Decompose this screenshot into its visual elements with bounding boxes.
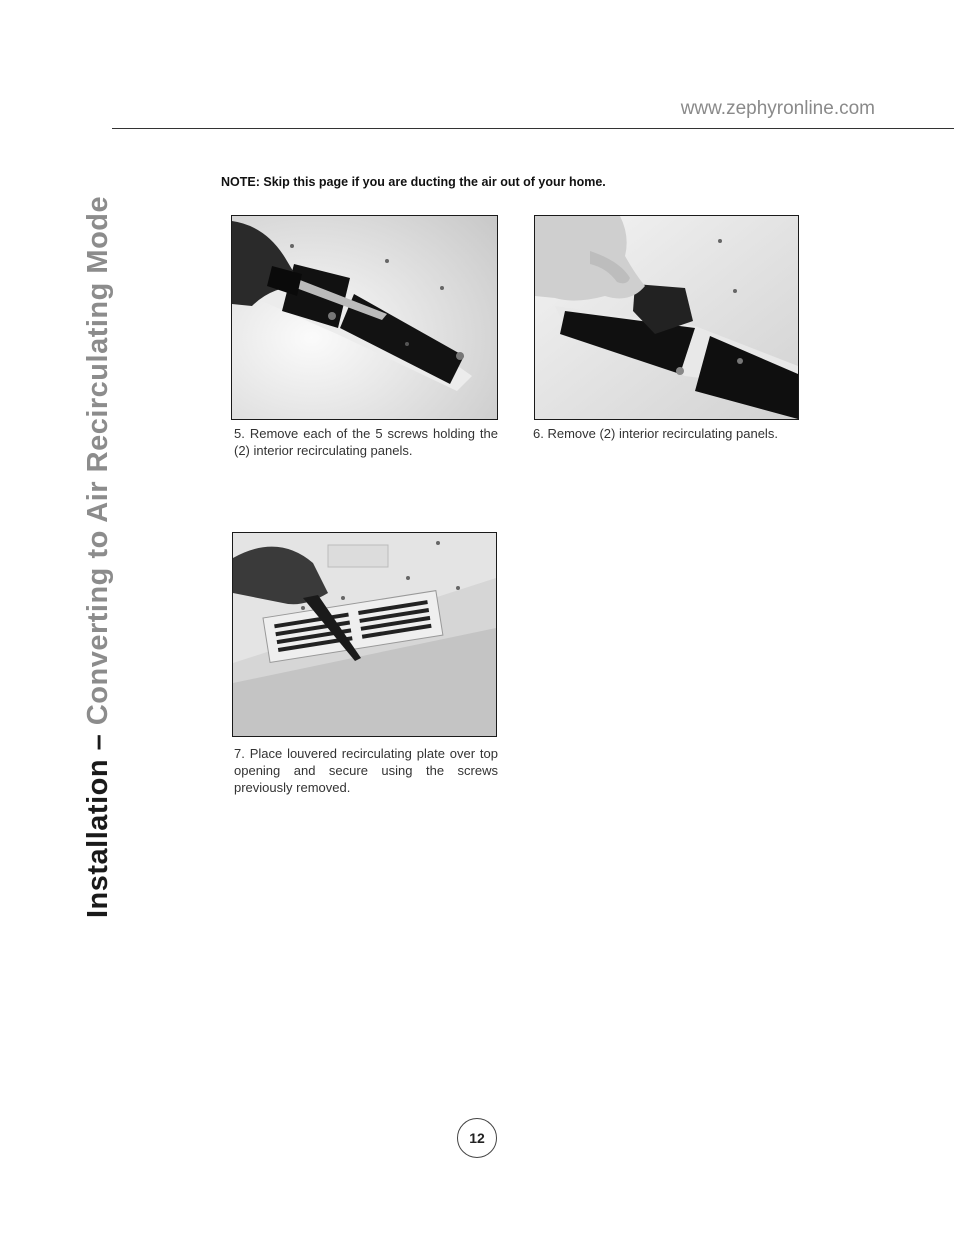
step-6-caption: 6. Remove (2) interior recirculating panels. (533, 426, 778, 441)
section-title (80, 196, 116, 918)
step-5-photo (231, 215, 498, 420)
note-text: NOTE: Skip this page if you are ducting the air out of your home. (221, 175, 606, 189)
step-5-caption: 5. Remove each of the 5 screws holding the (2) interior recirculating panels. (234, 426, 498, 458)
website-url: www.zephyronline.com (680, 98, 875, 119)
section-title-sub: Converting to Air Recirculating Mode (82, 195, 114, 726)
page-number: 12 (457, 1118, 497, 1158)
step-7-photo (232, 532, 497, 737)
step-7-caption: 7. Place louvered recirculating plate over top opening and secure using the screws previously removed. (234, 746, 498, 795)
step-6-photo (534, 215, 799, 420)
section-title-main: Installation – (82, 725, 114, 918)
header-rule (112, 128, 954, 129)
